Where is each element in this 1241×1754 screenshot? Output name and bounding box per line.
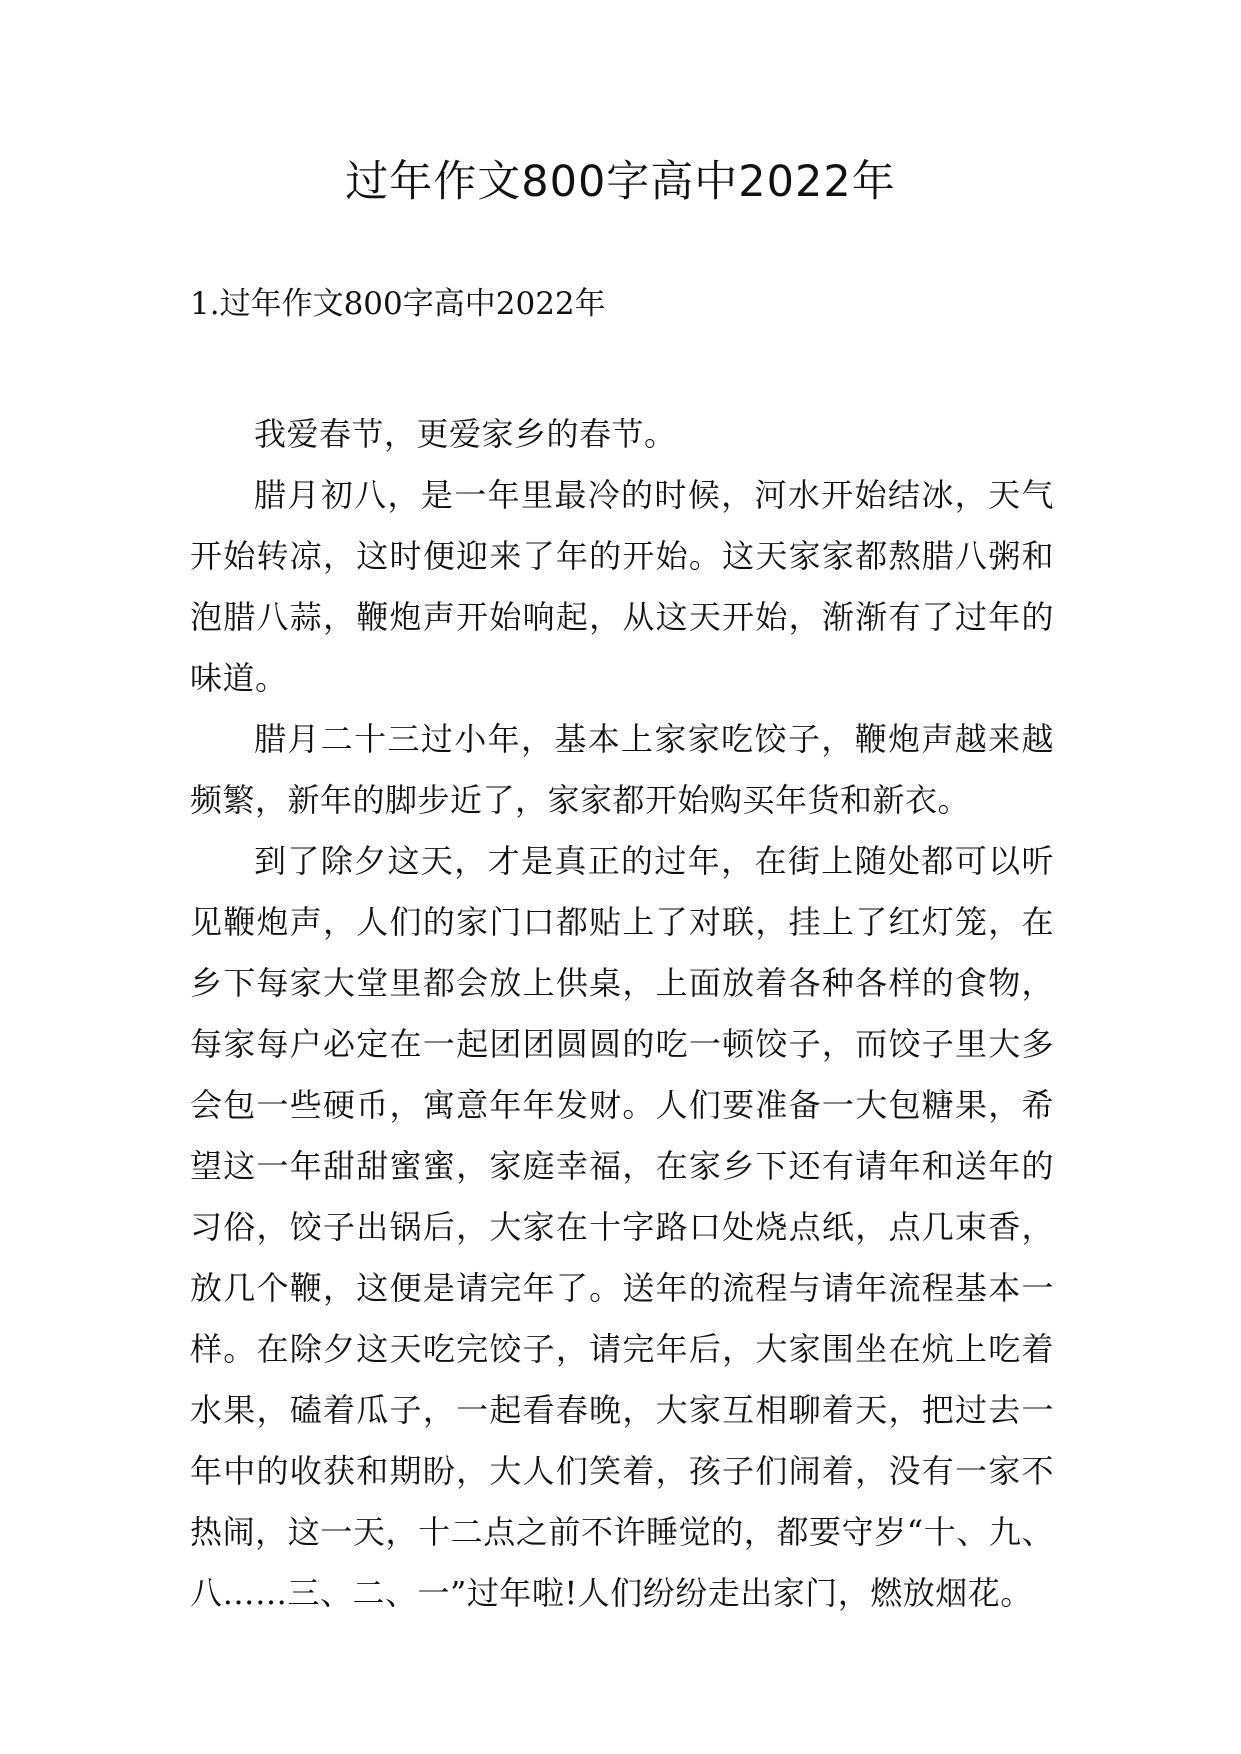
section-heading: 1.过年作文800字高中2022年	[190, 286, 606, 322]
paragraph: 我爱春节，更爱家乡的春节。	[254, 415, 677, 453]
document-title: 过年作文800字高中2022年	[345, 157, 896, 207]
essay-body	[190, 404, 1054, 1624]
paragraph: 腊月初八，是一年里最冷的时候，河水开始结冰，天气开始转凉，这时便迎来了年的开始。这天家家都熬腊八粥和泡腊八蒜，鞭炮声开始响起，从这天开始，渐渐有了过年的味道。	[190, 476, 1054, 697]
paragraph: 到了除夕这天，才是真正的过年，在街上随处都可以听见鞭炮声，人们的家门口都贴上了对联，挂上了红灯笼，在乡下每家大堂里都会放上供桌，上面放着各种各样的食物，每家每户必定在一起团团圆圆的吃一顿饺子，而饺子里大多会包一些硬币，寓意年年发财。人们要准备一大包糖果，希望这一年甜甜蜜蜜，家庭幸福，在家乡下还有请年和送年的习俗，饺子出锅后，大家在十字路口处烧点纸，点几束香，放几个鞭，这便是请完年了。送年的流程与请年流程基本一样。在除夕这天吃完饺子，请完年后，大家围坐在炕上吃着水果，磕着瓜子，一起看春晚，大家互相聊着天，把过去一年中的收获和期盼，大人们笑着，孩子们闹着，没有一家不热闹，这一天，十二点之前不许睡觉的，都要守岁“十、九、八……三、二、一”过年啦!人们纷纷走出家门，燃放烟花。	[190, 842, 1054, 1612]
paragraph: 腊月二十三过小年，基本上家家吃饺子，鞭炮声越来越频繁，新年的脚步近了，家家都开始购买年货和新衣。	[190, 720, 1054, 819]
